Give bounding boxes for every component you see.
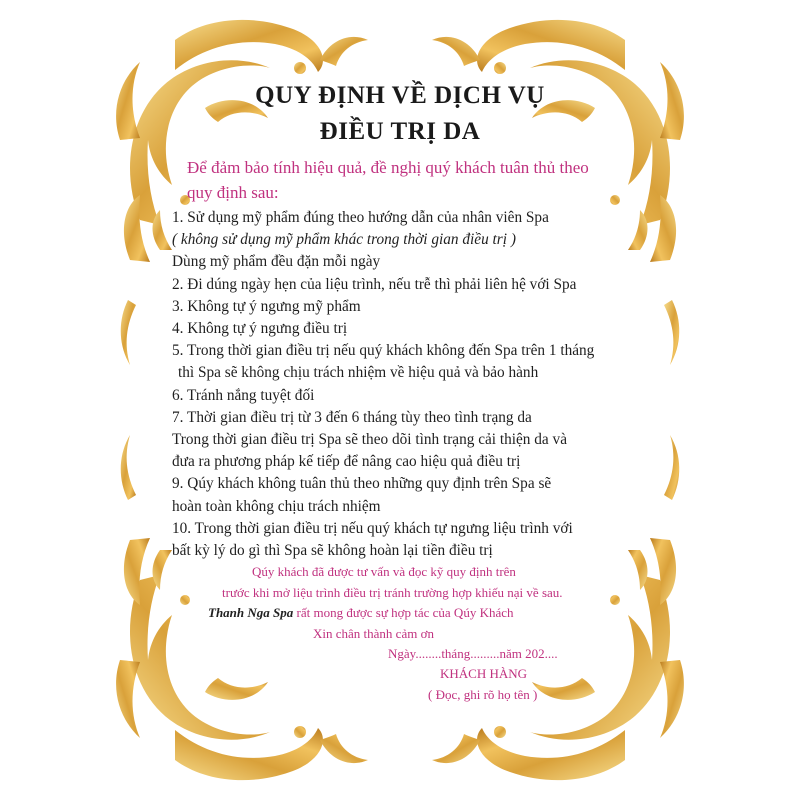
- rule-line: 2. Đi dúng ngày hẹn của liệu trình, nếu trễ thì phải liên hệ với Spa: [172, 275, 577, 293]
- rule-line: thì Spa sẽ không chịu trách nhiệm về hiệu quả và bảo hành: [178, 364, 539, 382]
- rule-line: 3. Không tự ý ngưng mỹ phẩm: [172, 297, 361, 315]
- signer-label: KHÁCH HÀNG: [440, 666, 528, 681]
- intro-line-1: Để đảm bảo tính hiệu quả, đề nghị quý khách tuân thủ theo: [187, 158, 589, 177]
- page-title-line-1: QUY ĐỊNH VỀ DỊCH VỤ: [255, 82, 545, 109]
- intro-text: [187, 155, 627, 205]
- rules-list: [172, 207, 652, 562]
- footer-line-3: [0, 605, 800, 621]
- rule-line: 5. Trong thời gian điều trị nếu quý khách không đến Spa trên 1 tháng: [172, 342, 595, 360]
- rule-line: 7. Thời gian điều trị từ 3 đến 6 tháng tùy theo tình trạng da: [172, 408, 532, 426]
- rule-line: bất kỳ lý do gì thì Spa sẽ không hoàn lại tiền điều trị: [172, 542, 493, 560]
- rule-line: 9. Qúy khách không tuân thủ theo những quy định trên Spa sẽ: [172, 475, 552, 493]
- rule-line: đưa ra phương pháp kế tiếp để nâng cao hiệu quả điều trị: [172, 453, 521, 471]
- footer-line-2: trước khi mở liệu trình điều trị tránh trường hợp khiếu nại về sau.: [222, 585, 563, 600]
- rule-line: 10. Trong thời gian điều trị nếu quý khách tự ngưng liệu trình với: [172, 519, 573, 537]
- footer-line-1: Qúy khách đã được tư vấn và đọc kỹ quy định trên: [252, 564, 516, 579]
- rule-line: 6. Tránh nắng tuyệt đối: [172, 386, 315, 404]
- footer-line-3-rest: rất mong được sự hợp tác của Qúy Khách: [293, 605, 514, 620]
- rule-line: Dùng mỹ phẩm đều đặn mỗi ngày: [172, 253, 381, 271]
- page-title-line-2: ĐIỀU TRỊ DA: [319, 118, 481, 145]
- date-line: Ngày........tháng.........năm 202....: [388, 646, 558, 661]
- left-border-lines: [146, 180, 156, 620]
- intro-line-2: quy định sau:: [187, 183, 279, 202]
- signer-note: ( Đọc, ghi rõ họ tên ): [428, 687, 538, 702]
- rule-line: 4. Không tự ý ngưng điều trị: [172, 320, 348, 338]
- rule-line: ( không sử dụng mỹ phẩm khác trong thời gian điều trị ): [172, 231, 516, 249]
- rule-line: 1. Sử dụng mỹ phẩm đúng theo hướng dẫn của nhân viên Spa: [172, 209, 549, 226]
- rule-line: Trong thời gian điều trị Spa sẽ theo dõi tình trạng cải thiện da và: [172, 431, 567, 449]
- spa-name: Thanh Nga Spa: [208, 605, 294, 620]
- footer-line-4: Xin chân thành cảm ơn: [313, 626, 434, 641]
- rule-line: hoàn toàn không chịu trách nhiệm: [172, 497, 381, 515]
